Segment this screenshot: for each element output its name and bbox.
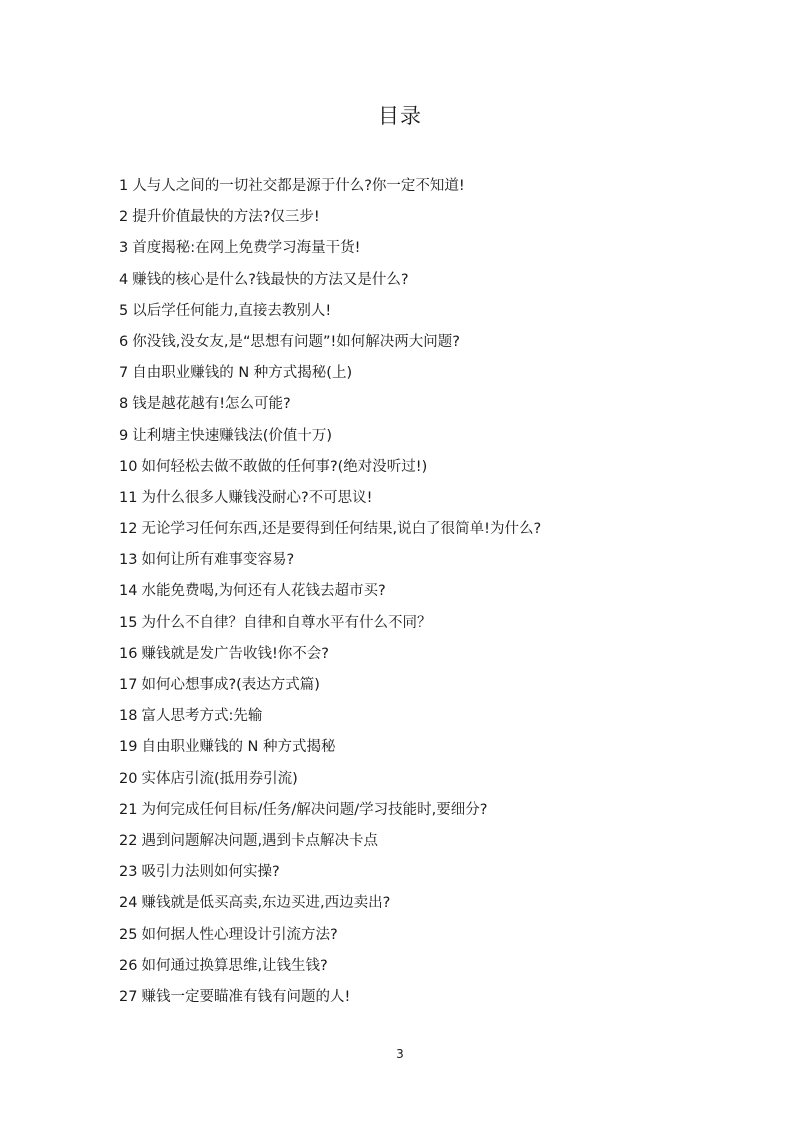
- toc-item: [119, 237, 541, 268]
- toc-item-number: 18: [119, 708, 138, 725]
- page-title: 目录: [378, 104, 422, 128]
- toc-item-text: 赚钱的核心是什么?钱最快的方法又是什么?: [132, 271, 409, 288]
- toc-item-text: 自由职业赚钱的 N 种方式揭秘(上): [132, 365, 353, 382]
- toc-item: [119, 487, 541, 518]
- toc-item-text: 为什么不自律？自律和自尊水平有什么不同？: [141, 614, 432, 631]
- toc-item-text: 你没钱,没女友,是“思想有问题”!如何解决两大问题?: [132, 333, 460, 350]
- toc-item-number: 1: [119, 178, 129, 194]
- toc-item: [119, 736, 541, 767]
- toc-item-text: 赚钱就是低买高卖,东边买进,西边卖出?: [141, 895, 391, 912]
- toc-item: [119, 861, 541, 892]
- toc-item: [119, 300, 541, 331]
- toc-item-text: 实体店引流(抵用券引流): [141, 770, 298, 787]
- toc-item-text: 如何通过换算思维,让钱生钱?: [141, 957, 328, 974]
- toc-item: [119, 331, 541, 362]
- toc-item: [119, 175, 541, 206]
- toc-item-text: 钱是越花越有!怎么可能?: [132, 396, 291, 413]
- toc-item-text: 无论学习任何东西,还是要得到任何结果,说白了很简单!为什么?: [141, 521, 542, 538]
- toc-item-text: 如何让所有难事变容易?: [141, 552, 295, 569]
- toc-item: [119, 830, 541, 861]
- toc-item: [119, 986, 541, 1017]
- toc-item-number: 27: [119, 988, 138, 1005]
- toc-item-text: 水能免费喝,为何还有人花钱去超市买?: [141, 583, 386, 600]
- toc-item-number: 4: [119, 271, 129, 288]
- toc-item-number: 23: [119, 864, 138, 881]
- toc-item-number: 17: [119, 677, 138, 693]
- toc-item: [119, 799, 541, 830]
- toc-item-number: 9: [119, 427, 129, 444]
- toc-item-text: 首度揭秘:在网上免费学习海量干货!: [132, 240, 361, 257]
- toc-item-text: 遇到问题解决问题,遇到卡点解决卡点: [141, 832, 379, 849]
- toc-item-text: 自由职业赚钱的 N 种方式揭秘: [141, 739, 336, 756]
- toc-item-text: 富人思考方式:先输: [141, 708, 263, 725]
- toc-item-number: 20: [119, 770, 138, 787]
- toc-item-number: 24: [119, 895, 138, 912]
- toc-item-number: 15: [119, 614, 138, 631]
- toc-item-number: 3: [119, 240, 129, 257]
- page-number: 3: [396, 1047, 404, 1061]
- toc-item-number: 2: [119, 209, 129, 226]
- toc-item-text: 赚钱一定要瞄准有钱有问题的人!: [141, 988, 351, 1005]
- toc-item: [119, 549, 541, 580]
- toc-item-number: 26: [119, 957, 138, 974]
- toc-item: [119, 892, 541, 923]
- toc-item-number: 25: [119, 926, 138, 943]
- toc-item-number: 12: [119, 521, 138, 538]
- toc-item-number: 14: [119, 583, 138, 600]
- toc-item: [119, 362, 541, 393]
- toc-item: [119, 955, 541, 986]
- toc-item: [119, 705, 541, 736]
- toc-item-number: 11: [119, 489, 138, 506]
- toc-item-text: 让利塘主快速赚钱法(价值十万): [132, 427, 333, 444]
- toc-item-number: 13: [119, 552, 138, 569]
- toc-item-number: 6: [119, 333, 129, 350]
- toc-item: [119, 206, 541, 237]
- toc-item-number: 10: [119, 458, 138, 475]
- toc-item: [119, 612, 541, 643]
- toc-item-text: 为何完成任何目标/任务/解决问题/学习技能时,要细分?: [141, 801, 488, 818]
- toc-item: [119, 643, 541, 674]
- toc-item: [119, 580, 541, 611]
- toc-item-text: 如何据人性心理设计引流方法?: [141, 926, 338, 943]
- toc-item: [119, 924, 541, 955]
- toc-item: [119, 456, 541, 487]
- toc-item-number: 19: [119, 739, 138, 756]
- toc-item-number: 8: [119, 396, 129, 413]
- toc-item: [119, 518, 541, 549]
- toc-item-text: 吸引力法则如何实操?: [141, 864, 280, 881]
- toc-item: [119, 674, 541, 705]
- toc-item-number: 21: [119, 801, 138, 818]
- toc-item: [119, 269, 541, 300]
- toc-item-number: 16: [119, 645, 138, 662]
- toc-item-text: 提升价值最快的方法?仅三步!: [132, 209, 320, 226]
- table-of-contents: [119, 175, 541, 1017]
- toc-item-text: 人与人之间的一切社交都是源于什么?你一定不知道!: [132, 178, 465, 194]
- toc-item-text: 如何心想事成?(表达方式篇): [141, 677, 320, 693]
- toc-item-number: 5: [119, 302, 129, 319]
- toc-item-number: 22: [119, 832, 138, 849]
- toc-item: [119, 768, 541, 799]
- toc-item-text: 赚钱就是发广告收钱!你不会?: [141, 645, 329, 662]
- toc-item-text: 如何轻松去做不敢做的任何事?(绝对没听过!): [141, 458, 428, 475]
- toc-item: [119, 393, 541, 424]
- toc-item-text: 以后学任何能力,直接去教别人!: [132, 302, 332, 319]
- toc-item-number: 7: [119, 365, 129, 382]
- toc-item: [119, 425, 541, 456]
- toc-item-text: 为什么很多人赚钱没耐心?不可思议!: [141, 489, 373, 506]
